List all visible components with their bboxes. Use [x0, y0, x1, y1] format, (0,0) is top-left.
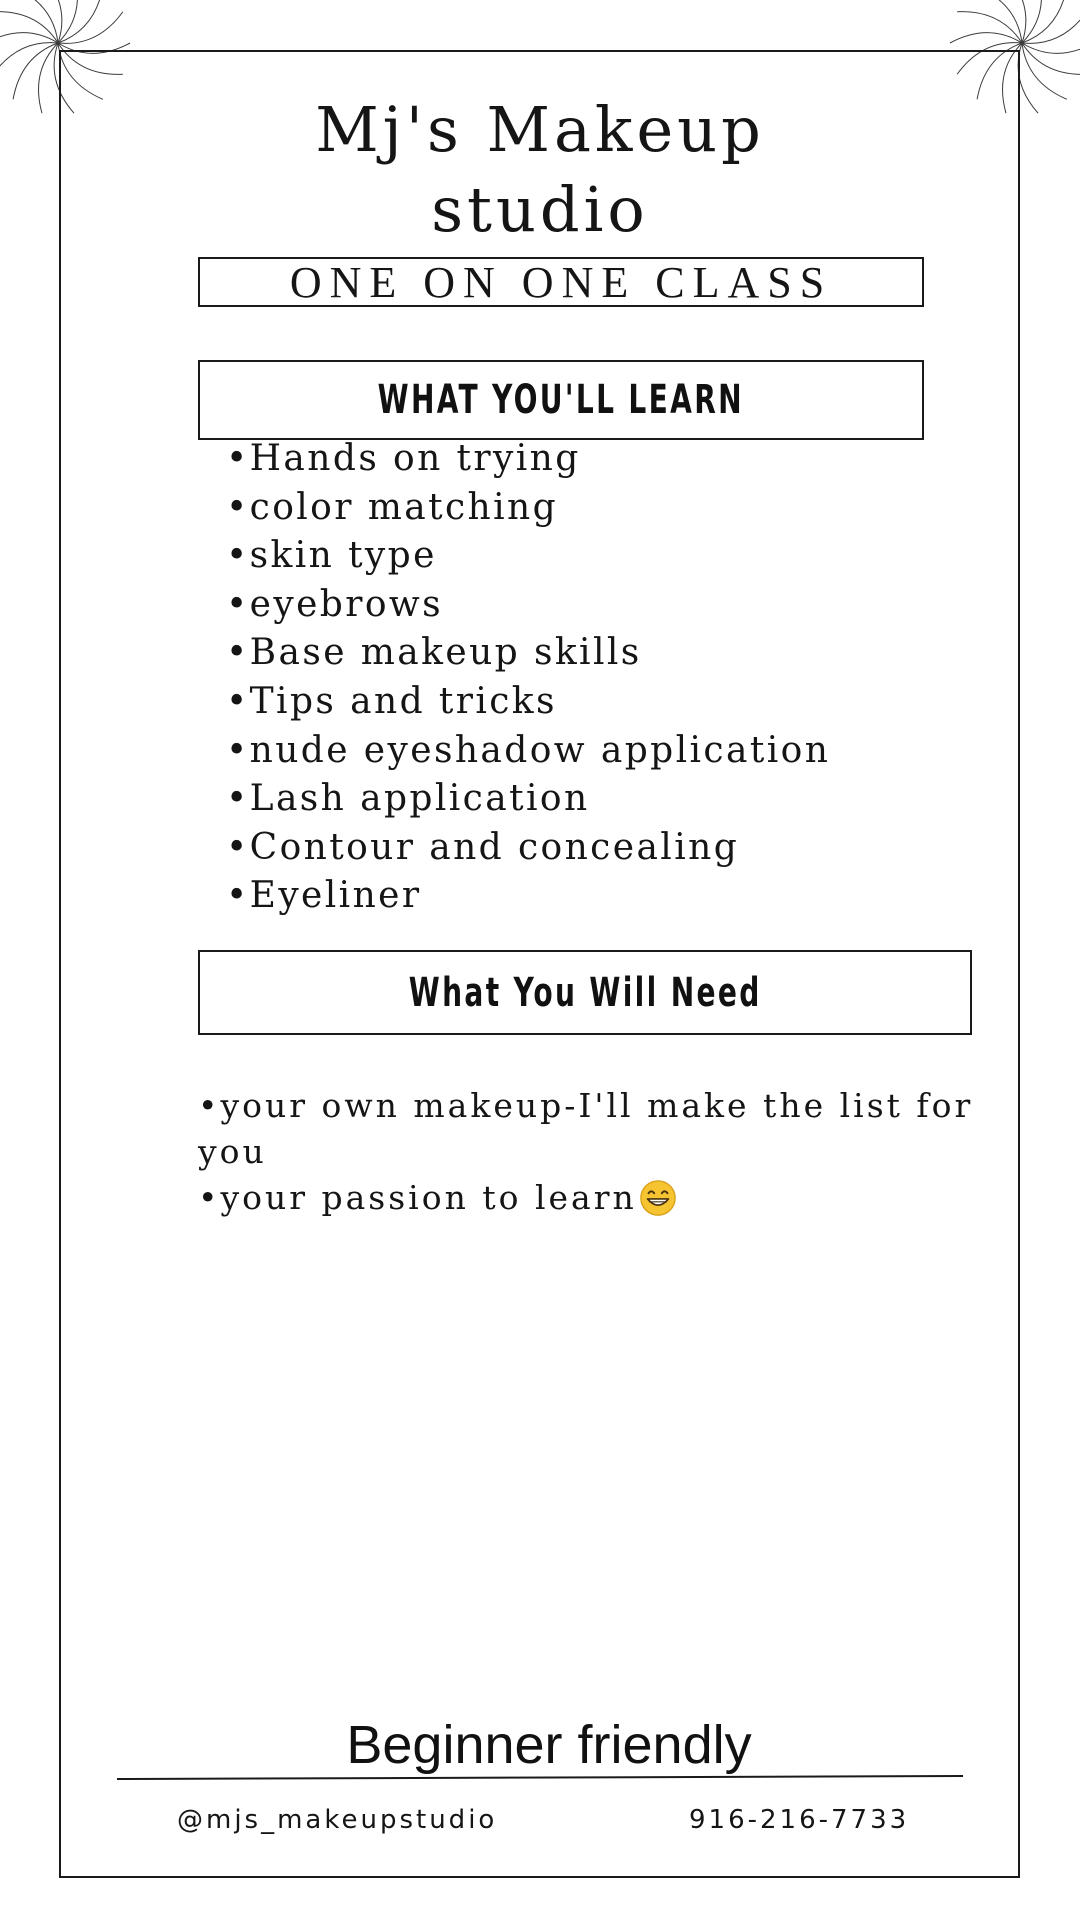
beginner-friendly-tagline: Beginner friendly	[346, 1715, 752, 1775]
need-heading: What You Will Need	[408, 969, 762, 1016]
learn-item: •color matching	[226, 486, 559, 528]
learn-item: •eyebrows	[226, 583, 443, 625]
burst-stroke	[1022, 0, 1041, 43]
grinning-face-icon	[639, 1179, 677, 1217]
learn-item: •Eyeliner	[226, 875, 422, 917]
need-list	[198, 1083, 1008, 1221]
studio-title	[0, 90, 1080, 250]
burst-stroke	[0, 33, 58, 43]
learn-item: •Hands on trying	[226, 438, 581, 479]
learn-list	[226, 435, 830, 921]
need-item-text: •your passion to learn	[198, 1178, 637, 1217]
learn-item: •skin type	[226, 535, 437, 577]
burst-stroke	[0, 43, 58, 75]
learn-heading: WHAT YOU'LL LEARN	[377, 377, 745, 423]
class-type-label: ONE ON ONE CLASS	[289, 258, 833, 307]
burst-stroke	[1022, 43, 1080, 53]
burst-stroke	[950, 33, 1022, 43]
need-heading-box	[198, 950, 972, 1035]
learn-item: •Tips and tricks	[226, 680, 557, 722]
burst-stroke	[58, 0, 77, 43]
learn-item: •Lash application	[226, 778, 590, 820]
need-item	[198, 1175, 1008, 1221]
studio-title-line2: studio	[431, 173, 649, 246]
need-item-text: •your own makeup-I'll make the list for you	[198, 1086, 974, 1171]
class-type-box	[198, 257, 924, 307]
need-item	[198, 1083, 1008, 1175]
learn-heading-box	[198, 360, 924, 440]
phone-number: 916-216-7733	[689, 1805, 910, 1835]
learn-item: •nude eyeshadow application	[226, 729, 831, 771]
learn-item: •Base makeup skills	[226, 632, 642, 674]
studio-title-line1: Mj's Makeup	[315, 93, 765, 166]
burst-stroke	[1022, 12, 1080, 44]
instagram-handle: @mjs_makeupstudio	[177, 1805, 498, 1835]
learn-item: •Contour and concealing	[226, 826, 740, 868]
